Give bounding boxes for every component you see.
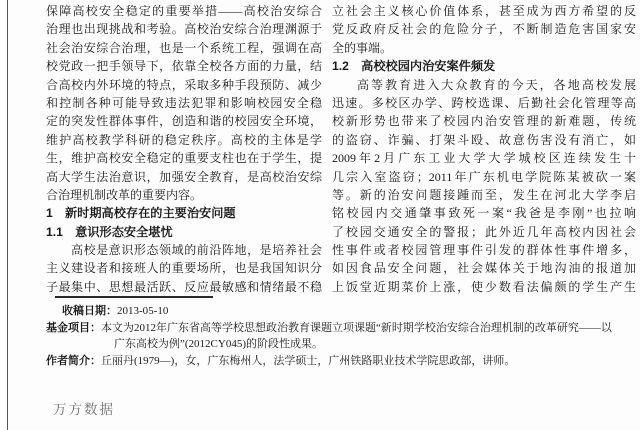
footnote-author-label: 作者简介： <box>46 354 101 367</box>
article-body <box>46 2 636 296</box>
text-line: 了校园交通安全的警报；此外近几年高校内因社会 <box>332 224 636 239</box>
text-line: 高等教育进入大众教育的今天，各地高校发展 <box>357 77 636 92</box>
text-line: 和控制各种可能导致违法犯罪和影响校园安全稳 <box>46 95 322 110</box>
text-line: 迅速。多校区办学、跨校选课、后勤社会化管理等高 <box>332 95 636 110</box>
text-line: 合治理机制改革的重要内容。 <box>46 187 203 202</box>
subsection-heading: 1.2 高校校园内治安案件频发 <box>332 59 496 74</box>
text-line: 高校是意识形态领域的前沿阵地，是培养社会 <box>71 243 322 258</box>
footnote-fund-text: 本文为2012年广东省高等学校思想政治教育课题立项课题“新时期学校治安综合治理机制的改革研究——以 <box>101 321 612 334</box>
text-line: 社会治安综合治理，也是一个系统工程，强调在高 <box>46 40 322 55</box>
text-line: 的盗窃、诈骗、打架斗殴、故意伤害没有消亡，如 <box>332 132 636 147</box>
right-column <box>332 2 636 296</box>
text-line: 生，维护高校安全稳定的重要支柱也在于学生，提 <box>46 151 322 166</box>
footnote-fund-continuation: 广东高校为例”(2012CY045)的阶段性成果。 <box>114 338 323 350</box>
text-line: 校党政一把手领导下，依靠全校各方面的力量，结 <box>46 59 322 74</box>
text-line: 立社会主义核心价值体系，甚至成为西方希望的反 <box>332 4 636 18</box>
text-line: 子最集中、思想最活跃、反应最敏感和情绪最不稳 <box>46 279 322 294</box>
section-heading: 1 新时期高校存在的主要治安问题 <box>46 206 236 221</box>
text-line: 等。新的治安问题接踵而至，发生在河北大学李启 <box>332 187 636 202</box>
text-line: 党反政府反社会的危险分子，不断制造危害国家安 <box>332 22 636 37</box>
footnote-fund-label: 基金项目： <box>46 321 101 334</box>
text-line: 合高校内外环境的特点，采取多种手段预防、减少 <box>46 77 322 92</box>
text-line: 2009年2月广东工业大学大学城校区连续发生十 <box>332 151 636 166</box>
footnote-received-label: 收稿日期： <box>62 305 117 317</box>
text-line: 高大学生法治意识，加强安全教育，是高校治安综 <box>46 169 322 184</box>
footnote-separator <box>55 296 213 298</box>
footnote-fund <box>46 320 634 337</box>
text-line: 校新形势也带来了校园内治安管理的新难题，传统 <box>332 114 636 129</box>
text-line: 定的突发性群体事件，创造和谐的校园安全环境， <box>46 114 322 129</box>
text-line: 上饭堂近期菜价上涨，使少数看法偏颇的学生产生 <box>332 279 636 294</box>
footnote-author <box>46 353 634 370</box>
scan-edge-line <box>7 0 8 430</box>
footnote-block <box>46 296 634 369</box>
left-column <box>46 2 322 296</box>
footnote-author-text: 丘丽丹(1979—)，女，广东梅州人，法学硕士，广州铁路职业技术学院思政部，讲师。 <box>101 354 516 367</box>
text-line: 如因食品安全问题，社会媒体关于地沟油的报道加 <box>332 261 636 276</box>
text-line: 主义建设者和接班人的重要场所，也是我国知识分 <box>46 261 322 276</box>
text-line: 全的事端。 <box>332 40 393 55</box>
text-line: 治理也出现挑战和考验。高校治安综合治理渊源于 <box>46 22 322 37</box>
subsection-heading: 1.1 意识形态安全堪忧 <box>46 224 173 239</box>
footnote-received-date <box>46 303 634 320</box>
text-line: 性事件或者校园管理事件引发的群体性事件增多， <box>332 243 636 258</box>
footnote-received-value: 2013-05-10 <box>117 305 169 317</box>
text-line: 保障高校安全稳定的重要举措——高校治安综合 <box>46 4 322 18</box>
text-line: 几宗入室盗窃；2011年广东机电学院陈某被砍一案 <box>332 169 636 184</box>
text-line: 铭校园内交通肇事致死一案“我爸是李刚”也拉响 <box>332 206 636 221</box>
text-line: 维护高校教学科研的稳定秩序。高校的主体是学 <box>46 132 322 147</box>
wanfang-watermark: 万方数据 <box>53 402 115 417</box>
